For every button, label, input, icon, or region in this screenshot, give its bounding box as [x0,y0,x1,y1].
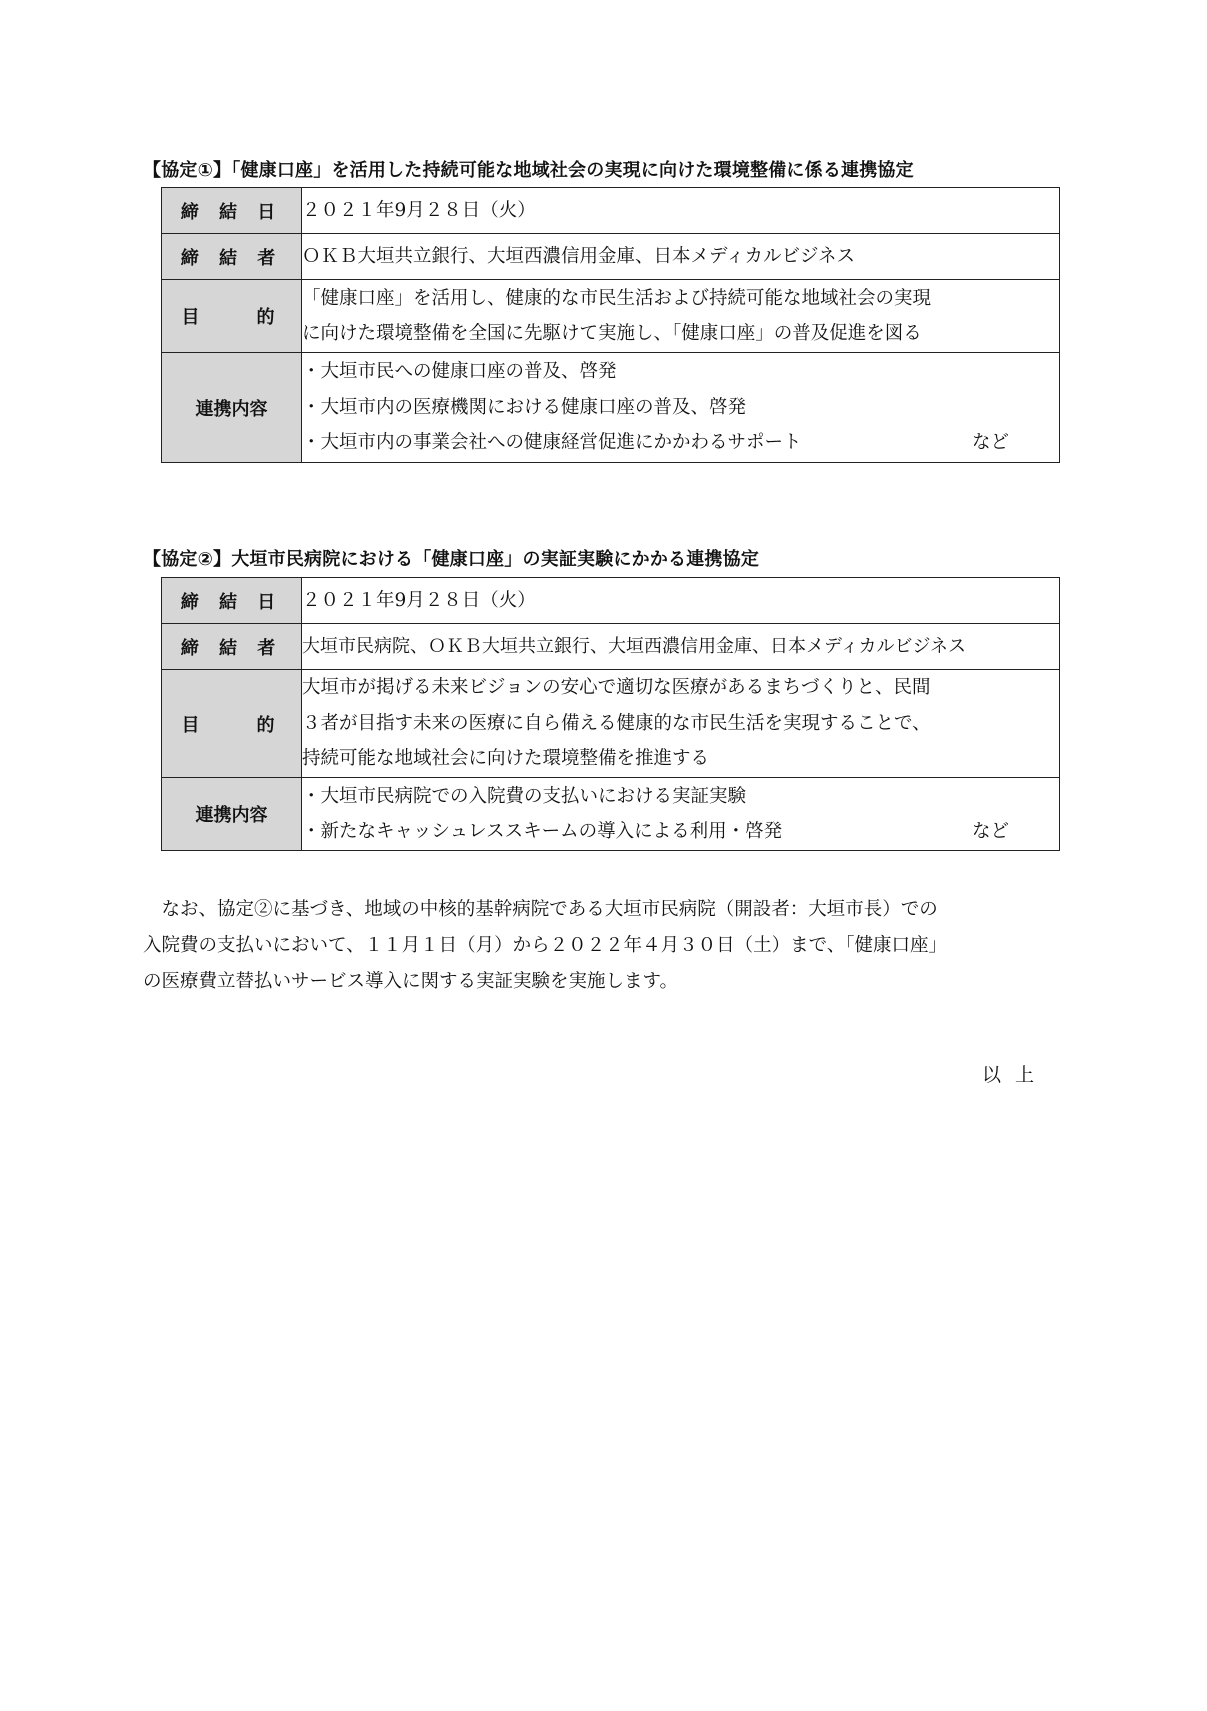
closing-text: 以 上 [982,1064,1039,1086]
content-item-last [302,814,1059,850]
date-label: 締 結 日 [162,578,302,624]
content-value [302,778,1060,851]
content-item: ・大垣市民病院での入院費の支払いにおける実証実験 [302,785,747,807]
parties-label: 締 結 者 [162,624,302,670]
parties-value: ＯＫＢ大垣共立銀行、大垣西濃信用金庫、日本メディカルビジネス [302,234,1060,280]
purpose-value [302,670,1060,778]
table-row [162,778,1060,851]
table-row [162,670,1060,778]
agreement2-heading: 【協定②】大垣市民病院における「健康口座」の実証実験にかかる連携協定 [143,549,760,570]
content-item: ・大垣市内の医療機関における健康口座の普及、啓発 [302,396,747,418]
content-item: ・大垣市内の事業会社への健康経営促進にかかわるサポート [302,432,802,454]
purpose-line: ３者が目指す未来の医療に自ら備える健康的な市民生活を実現することで、 [302,712,931,734]
content-item: ・新たなキャッシュレススキームの導入による利用・啓発 [302,821,783,842]
content-suffix: など [971,821,1009,842]
table-row [162,578,1060,624]
purpose-line: 持続可能な地域社会に向けた環境整備を推進する [302,748,710,770]
purpose-line: 「健康口座」を活用し、健康的な市民生活および持続可能な地域社会の実現 [302,287,932,309]
date-label: 締 結 日 [162,188,302,234]
content-label: 連携内容 [162,353,302,463]
purpose-line: 大垣市が掲げる未来ビジョンの安心で適切な医療があるまちづくりと、民間 [302,677,931,699]
note-line: なお、協定②に基づき、地域の中核的基幹病院である大垣市民病院（開設者：大垣市長）での [143,899,938,920]
purpose-line: に向けた環境整備を全国に先駆けて実施し、「健康口座」の普及促進を図る [302,323,922,344]
date-value: ２０２１年9月２８日（火） [302,578,1060,624]
agreement2-table [161,577,1060,851]
content-value [302,353,1060,463]
purpose-label: 目 的 [162,280,302,353]
content-label: 連携内容 [162,778,302,851]
parties-value: 大垣市民病院、ＯＫＢ大垣共立銀行、大垣西濃信用金庫、日本メディカルビジネス [302,624,1060,670]
content-item-last [302,425,1059,461]
date-value: ２０２１年9月２８日（火） [302,188,1060,234]
table-row [162,188,1060,234]
purpose-value [302,280,1060,353]
agreement1-table [161,187,1060,463]
parties-label: 締 結 者 [162,234,302,280]
content-item: ・大垣市民への健康口座の普及、啓発 [302,361,617,383]
content-suffix: など [971,432,1009,454]
purpose-label: 目 的 [162,670,302,778]
table-row [162,353,1060,463]
table-row [162,234,1060,280]
table-row [162,624,1060,670]
note-line: 入院費の支払いにおいて、１１月１日（月）から２０２２年４月３０日（土）まで、「健康口座」 [143,935,948,956]
note-line: の医療費立替払いサービス導入に関する実証実験を実施します。 [143,971,679,992]
agreement1-heading: 【協定①】「健康口座」を活用した持続可能な地域社会の実現に向けた環境整備に係る連携協定 [143,160,914,181]
table-row [162,280,1060,353]
note-paragraph [143,892,1068,1000]
